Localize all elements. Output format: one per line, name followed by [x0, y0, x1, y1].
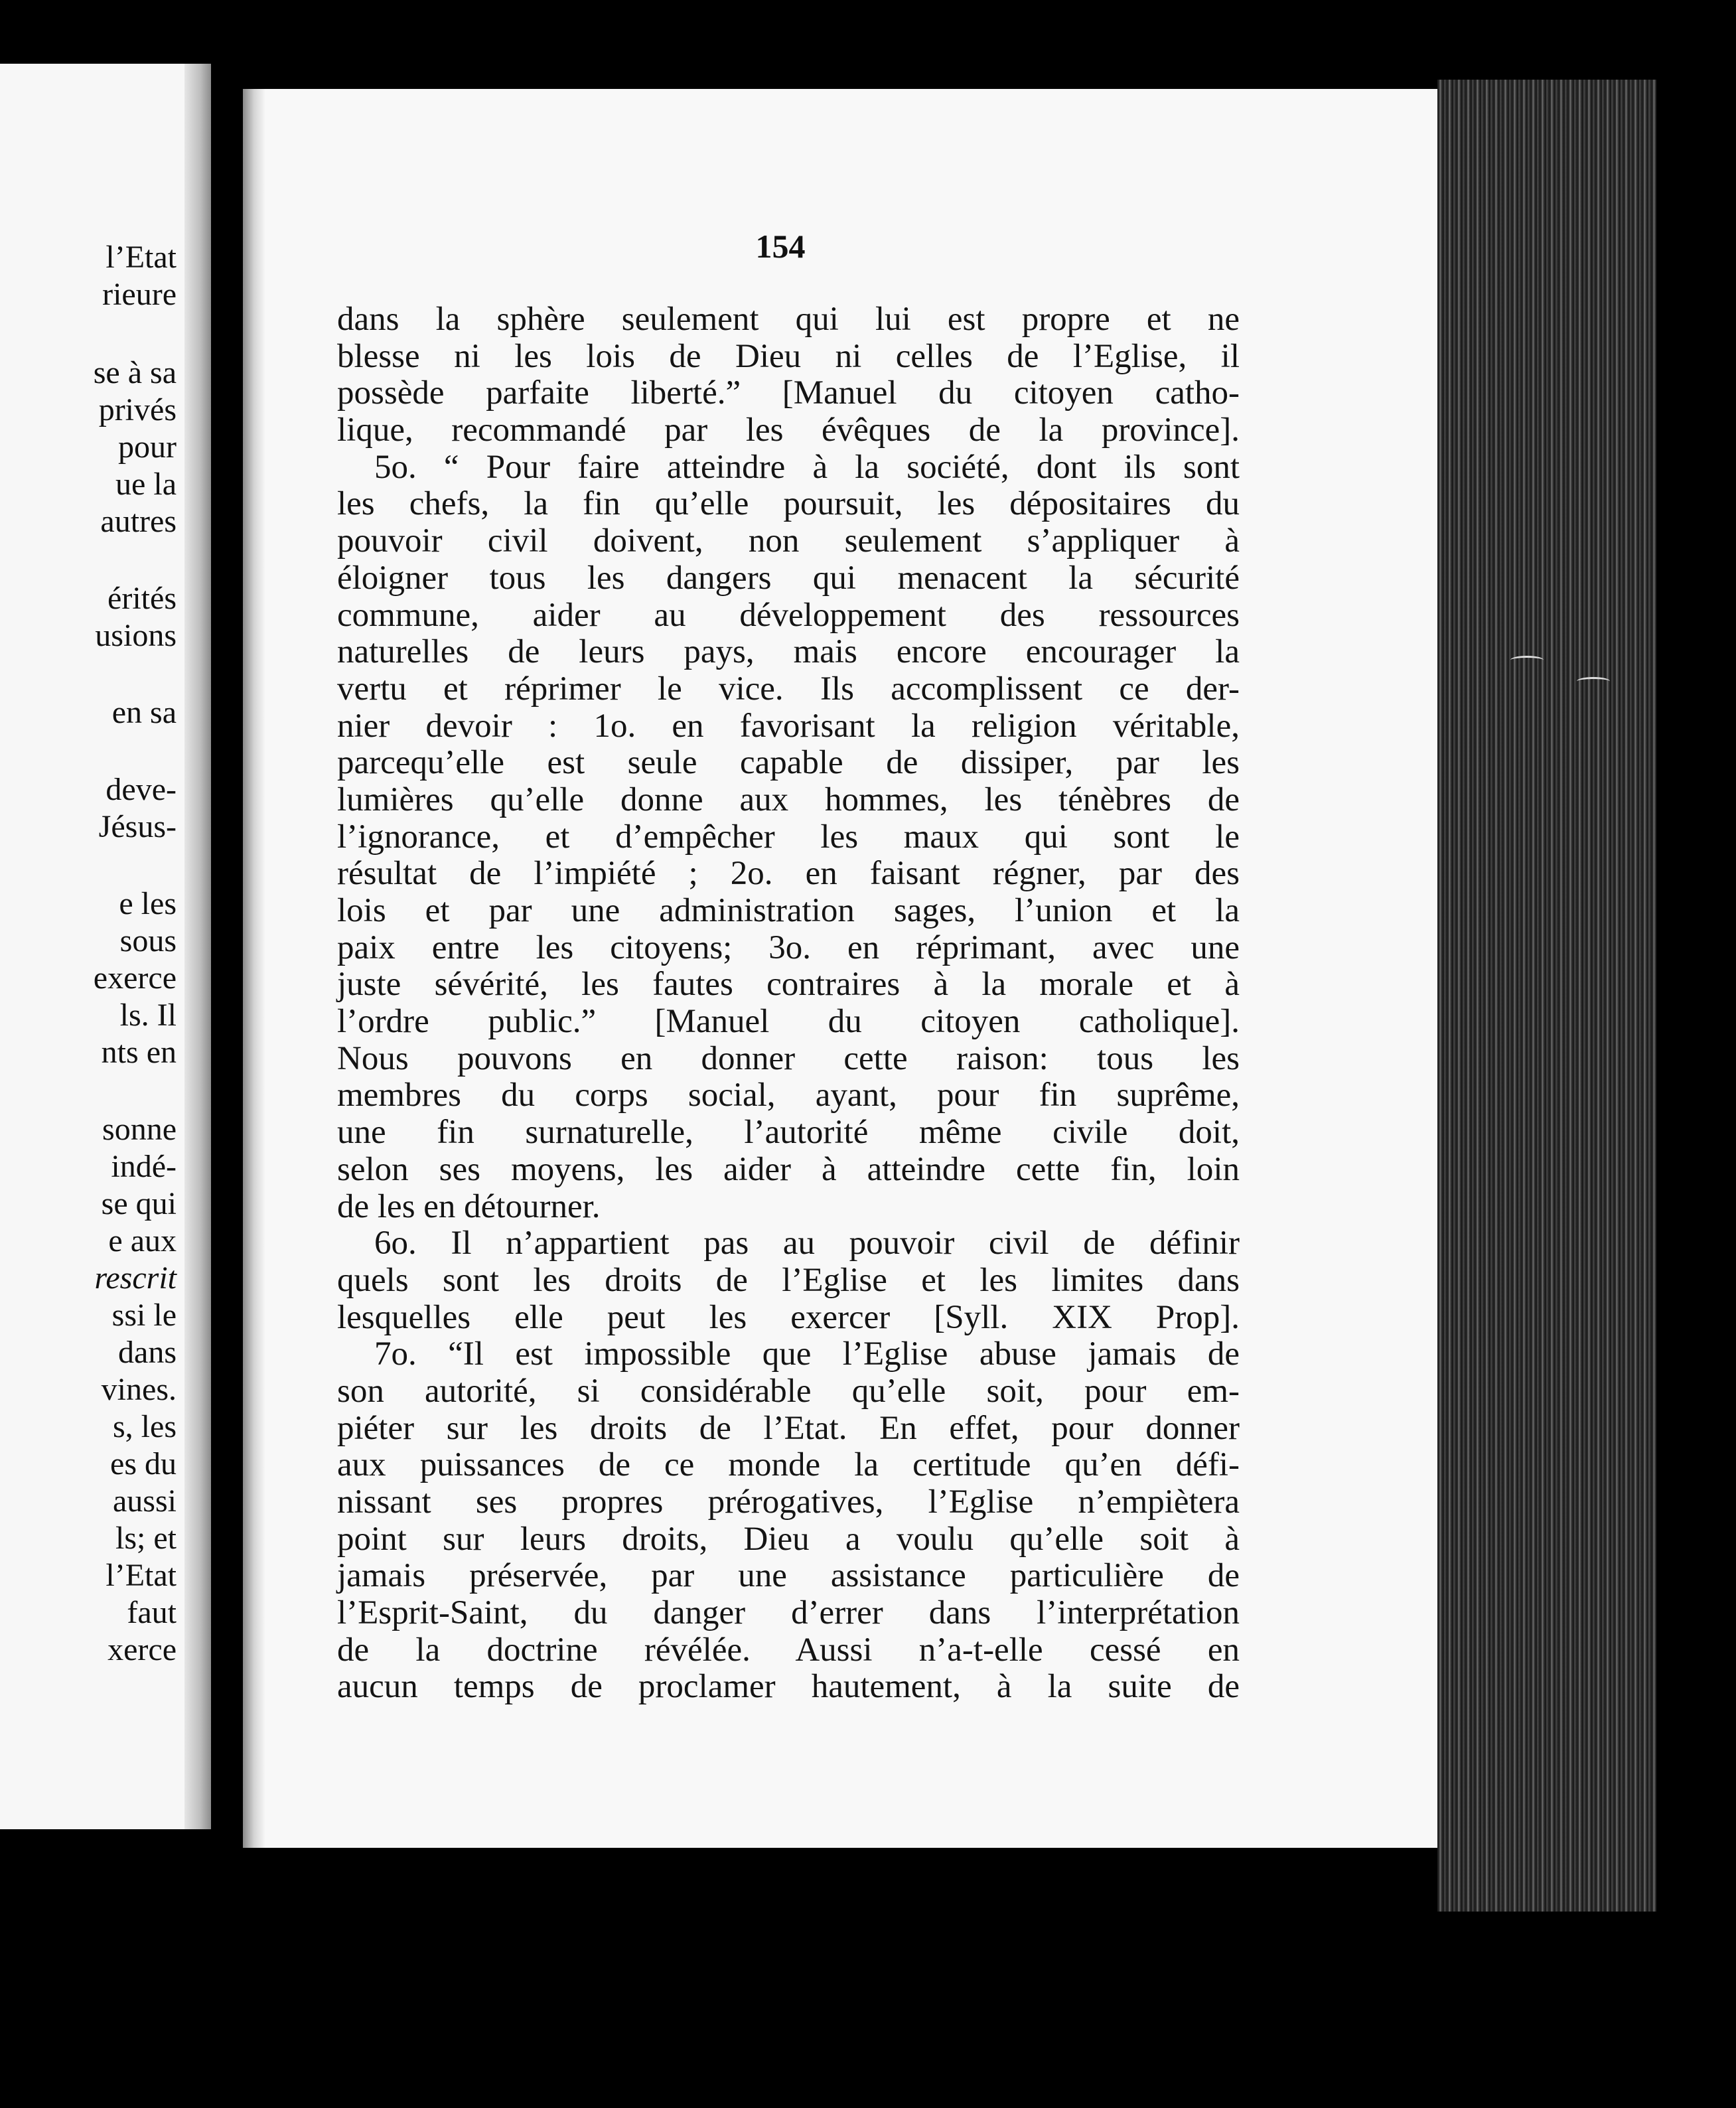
left-page-line: Jésus-: [98, 809, 177, 844]
left-page-line: sous: [119, 923, 177, 958]
text-line: possède parfaite liberté.” [Manuel du citoyen catho-: [337, 374, 1240, 412]
left-page-line: xerce: [108, 1632, 177, 1667]
text-line: éloigner tous les dangers qui menacent la sécurité: [337, 559, 1240, 597]
left-page-line: l’Etat: [106, 240, 177, 275]
text-line: aucun temps de proclamer hautement, à la suite de: [337, 1668, 1240, 1706]
text-line: lois et par une administration sages, l’union et la: [337, 892, 1240, 929]
text-line: de la doctrine révélée. Aussi n’a-t-elle cessé en: [337, 1631, 1240, 1669]
text-line: nier devoir : 1o. en favorisant la religion véritable,: [337, 707, 1240, 745]
left-page-line: dans: [118, 1335, 177, 1370]
text-line: pouvoir civil doivent, non seulement s’appliquer à: [337, 522, 1240, 560]
text-line: l’Esprit-Saint, du danger d’errer dans l’interprétation: [337, 1594, 1240, 1632]
text-line: blesse ni les lois de Dieu ni celles de l’Eglise, il: [337, 337, 1240, 375]
text-line: naturelles de leurs pays, mais encore encourager la: [337, 633, 1240, 671]
text-line: vertu et réprimer le vice. Ils accomplissent ce der-: [337, 670, 1240, 708]
text-line: point sur leurs droits, Dieu a voulu qu’elle soit à: [337, 1520, 1240, 1558]
text-line: 6o. Il n’appartient pas au pouvoir civil de définir: [374, 1225, 1240, 1262]
left-page-line: nts en: [101, 1035, 177, 1070]
text-line: de les en détourner.: [337, 1187, 601, 1225]
text-line: parcequ’elle est seule capable de dissiper, par les: [337, 744, 1240, 782]
text-line: lesquelles elle peut les exercer [Syll. XIX Prop].: [337, 1298, 1240, 1336]
left-page-line: pour: [118, 429, 177, 465]
left-page: [0, 64, 211, 1829]
left-page-line: e les: [119, 886, 177, 921]
text-line: l’ordre public.” [Manuel du citoyen catholique].: [337, 1003, 1240, 1041]
left-page-line: privés: [98, 392, 177, 427]
text-line: 7o. “Il est impossible que l’Eglise abuse jamais de: [374, 1335, 1240, 1373]
left-page-line: faut: [127, 1595, 177, 1630]
left-page-line: exerce: [93, 960, 177, 996]
text-line: membres du corps social, ayant, pour fin suprême,: [337, 1077, 1240, 1114]
page-number: 154: [755, 228, 806, 265]
text-line: l’ignorance, et d’empêcher les maux qui sont le: [337, 818, 1240, 856]
left-page-line: deve-: [106, 772, 177, 807]
edge-glint: [1510, 656, 1544, 664]
left-page-line: autres: [100, 504, 177, 539]
left-page-line: rieure: [102, 277, 177, 312]
text-line: les chefs, la fin qu’elle poursuit, les dépositaires du: [337, 485, 1240, 523]
left-page-line: s, les: [113, 1409, 177, 1444]
text-line: aux puissances de ce monde la certitude qu’en défi-: [337, 1446, 1240, 1484]
left-page-line: indé-: [111, 1149, 177, 1184]
left-page-line: es du: [110, 1446, 177, 1481]
text-line: son autorité, si considérable qu’elle soit, pour em-: [337, 1372, 1240, 1410]
text-line: lique, recommandé par les évêques de la province].: [337, 412, 1240, 449]
left-page-line: ue la: [115, 467, 177, 502]
text-line: 5o. “ Pour faire atteindre à la société, dont ils sont: [374, 448, 1240, 486]
left-page-line: aussi: [113, 1483, 177, 1519]
text-line: quels sont les droits de l’Eglise et les limites dans: [337, 1261, 1240, 1299]
left-page-line: l’Etat: [106, 1558, 177, 1593]
edge-glint: [1577, 677, 1610, 686]
body-text: [337, 301, 1240, 1706]
text-line: une fin surnaturelle, l’autorité même civile doit,: [337, 1114, 1240, 1152]
book-page-edges: [1437, 80, 1656, 1912]
left-page-line: ls. Il: [119, 998, 177, 1033]
left-page-line: rescrit: [94, 1260, 177, 1296]
right-gutter-shadow: [243, 89, 265, 1848]
left-gutter-shadow: [184, 64, 211, 1829]
text-line: piéter sur les droits de l’Etat. En effet, pour donner: [337, 1409, 1240, 1447]
text-line: selon ses moyens, les aider à atteindre cette fin, loin: [337, 1150, 1240, 1188]
text-line: paix entre les citoyens; 3o. en réprimant, avec une: [337, 929, 1240, 966]
text-line: jamais préservée, par une assistance particulière de: [337, 1557, 1240, 1595]
left-page-line: usions: [95, 618, 177, 653]
text-line: lumières qu’elle donne aux hommes, les ténèbres de: [337, 781, 1240, 818]
left-page-line: vines.: [101, 1372, 177, 1407]
left-page-line: ssi le: [111, 1298, 177, 1333]
left-page-line: se qui: [101, 1186, 177, 1221]
left-page-line: sonne: [102, 1112, 177, 1147]
text-line: dans la sphère seulement qui lui est propre et ne: [337, 301, 1240, 338]
left-page-line: se à sa: [93, 355, 177, 390]
left-page-line: ls; et: [115, 1521, 177, 1556]
left-page-line: e aux: [108, 1223, 177, 1258]
text-line: commune, aider au développement des ressources: [337, 596, 1240, 634]
text-line: nissant ses propres prérogatives, l’Eglise n’empiètera: [337, 1483, 1240, 1521]
text-line: résultat de l’impiété ; 2o. en faisant régner, par des: [337, 855, 1240, 893]
text-line: juste sévérité, les fautes contraires à la morale et à: [337, 966, 1240, 1004]
left-page-line: érités: [108, 581, 177, 616]
text-line: Nous pouvons en donner cette raison: tous les: [337, 1039, 1240, 1077]
left-page-line: en sa: [111, 695, 177, 730]
